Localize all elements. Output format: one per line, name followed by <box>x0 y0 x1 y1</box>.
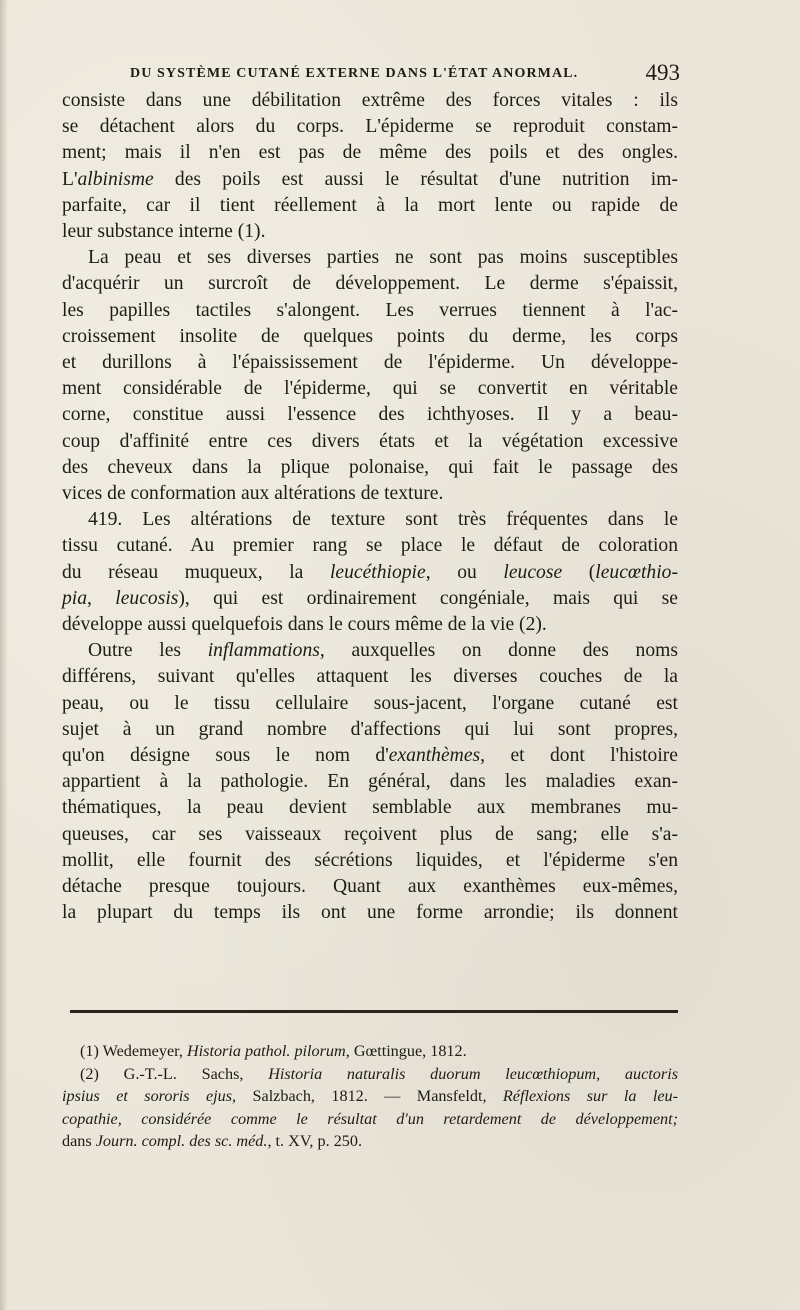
text-line: ment; mais il n'en est pas de même des poils et des ongles. <box>62 142 678 164</box>
text-line: mollit, elle fournit des sécrétions liquides, et l'épiderme s'en <box>62 849 678 871</box>
text-line: consiste dans une débilitation extrême des forces vitales : ils <box>62 90 678 111</box>
page-header <box>130 60 690 90</box>
footnote-line: dans Journ. compl. des sc. méd., t. XV, p. 250. <box>62 1132 363 1150</box>
text-line: sujet à un grand nombre d'affections qui lui sont propres, <box>62 718 678 740</box>
page-number: 493 <box>645 60 680 85</box>
text-line: détache presque toujours. Quant aux exanthèmes eux-mêmes, <box>62 876 678 898</box>
text-line: queuses, car ses vaisseaux reçoivent plus de sang; elle s'a- <box>62 823 678 845</box>
text-line: L'albinisme des poils est aussi le résultat d'une nutrition im- <box>62 168 678 190</box>
text-line: parfaite, car il tient réellement à la mort lente ou rapide de <box>62 194 678 216</box>
text-line: qu'on désigne sous le nom d'exanthèmes, et dont l'histoire <box>62 745 678 767</box>
text-line: croissement insolite de quelques points du derme, les corps <box>62 325 678 347</box>
text-line: et durillons à l'épaississement de l'épiderme. Un développe- <box>62 352 678 374</box>
text-line: se détachent alors du corps. L'épiderme se reproduit constam- <box>62 116 678 138</box>
text-line: différens, suivant qu'elles attaquent les diverses couches de la <box>62 666 678 688</box>
text-line: d'acquérir un surcroît de développement. Le derme s'épaissit, <box>62 273 678 295</box>
text-line: thématiques, la peau devient semblable aux membranes mu- <box>62 797 678 819</box>
section-start-line: 419. Les altérations de texture sont très fréquentes dans le <box>88 509 678 531</box>
text-line: corne, constitue aussi l'essence des ichthyoses. Il y a beau- <box>62 404 678 426</box>
text-line: du réseau muqueux, la leucéthiopie, ou leucose (leucœthio- <box>62 561 678 583</box>
text-line: La peau et ses diverses parties ne sont pas moins susceptibles <box>88 247 678 269</box>
text-line: Outre les inflammations, auxquelles on donne des noms <box>88 640 678 662</box>
text-line: vices de conformation aux altérations de texture. <box>62 483 444 505</box>
text-line: appartient à la pathologie. En général, dans les maladies exan- <box>62 771 678 793</box>
footnote-line: ipsius et sororis ejus, Salzbach, 1812. — Mansfeldt, Réflexions sur la leu- <box>62 1087 679 1105</box>
text-line: ment considérable de l'épiderme, qui se convertit en véritable <box>62 378 678 400</box>
text-line: des cheveux dans la plique polonaise, qui fait le passage des <box>62 456 678 478</box>
text-line: la plupart du temps ils ont une forme arrondie; ils donnent <box>62 902 678 924</box>
footnote-line: copathie, considérée comme le résultat d'un retardement de développement; <box>62 1109 678 1128</box>
text-line: les papilles tactiles s'alongent. Les verrues tiennent à l'ac- <box>62 299 678 321</box>
footnote-line: (1) Wedemeyer, Historia pathol. pilorum, Gœttingue, 1812. <box>80 1042 467 1060</box>
body-text <box>62 88 678 927</box>
text-line: développe aussi quelquefois dans le cours même de la vie (2). <box>62 614 547 636</box>
footnote-line: (2) G.-T.-L. Sachs, Historia naturalis duorum leucœthiopum, auctoris <box>80 1064 678 1083</box>
text-line: leur substance interne (1). <box>62 221 266 243</box>
page-edge-shadow <box>0 0 8 1310</box>
text-line: tissu cutané. Au premier rang se place le défaut de coloration <box>62 535 678 557</box>
text-line: coup d'affinité entre ces divers états et la végétation excessive <box>62 430 678 452</box>
running-head: DU SYSTÈME CUTANÉ EXTERNE DANS L'ÉTAT ANORMAL. <box>130 66 579 81</box>
footnote-divider <box>70 1010 678 1013</box>
text-line: pia, leucosis), qui est ordinairement congéniale, mais qui se <box>62 587 678 609</box>
footnotes <box>62 1040 678 1153</box>
text-line: peau, ou le tissu cellulaire sous-jacent, l'organe cutané est <box>62 692 678 714</box>
